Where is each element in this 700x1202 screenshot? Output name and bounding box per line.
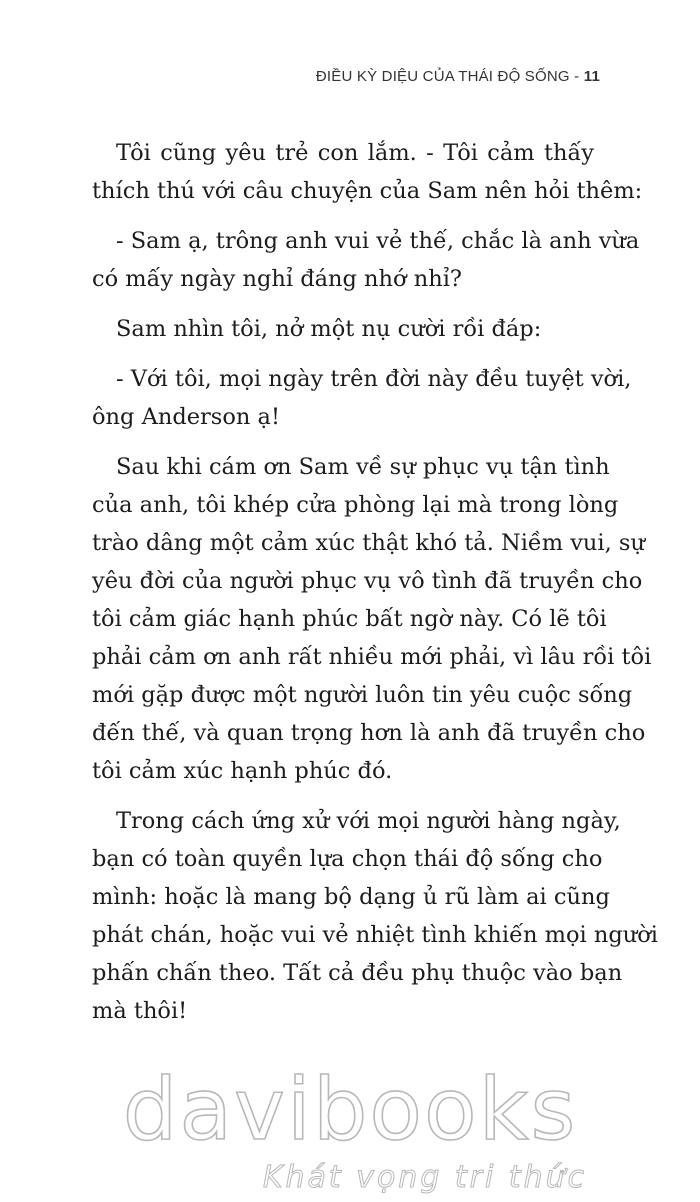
text-line: bạn có toàn quyền lựa chọn thái độ sống cho [92, 846, 603, 872]
text-line: có mấy ngày nghỉ đáng nhớ nhỉ? [92, 266, 462, 292]
text-line: của anh, tôi khép cửa phòng lại mà trong lòng [92, 492, 619, 518]
text-line: mới gặp được một người luôn tin yêu cuộc sống [92, 682, 633, 708]
text-line: Tôi cũng yêu trẻ con lắm. - Tôi cảm thấy [116, 140, 594, 166]
text-line: Sau khi cám ơn Sam về sự phục vụ tận tình [116, 454, 610, 480]
text-line: phấn chấn theo. Tất cả đều phụ thuộc vào bạn [92, 960, 623, 986]
paragraph [92, 802, 658, 1030]
paragraph [92, 360, 632, 436]
body-text [92, 134, 658, 1030]
text-line: mình: hoặc là mang bộ dạng ủ rũ làm ai cũng [92, 884, 610, 910]
text-line: trào dâng một cảm xúc thật khó tả. Niềm vui, sự [92, 530, 645, 556]
text-line: - Sam ạ, trông anh vui vẻ thế, chắc là anh vừa [116, 228, 640, 254]
text-line: - Với tôi, mọi ngày trên đời này đều tuyệt vời, [116, 366, 632, 392]
text-line: mà thôi! [92, 998, 188, 1024]
text-line: thích thú với câu chuyện của Sam nên hỏi thêm: [92, 178, 643, 204]
text-line: tôi cảm xúc hạnh phúc đó. [92, 758, 393, 784]
page-number: 11 [583, 68, 600, 85]
watermark-tagline: Khát vọng tri thức [262, 1160, 588, 1195]
paragraph [92, 448, 652, 790]
text-line: tôi cảm giác hạnh phúc bất ngờ này. Có lẽ tôi [92, 606, 607, 632]
paragraph [92, 310, 594, 348]
running-title: ĐIỀU KỲ DIỆU CỦA THÁI ĐỘ SỐNG [315, 68, 570, 85]
text-line: Sam nhìn tôi, nở một nụ cười rồi đáp: [116, 316, 542, 342]
text-line: yêu đời của người phục vụ vô tình đã truyền cho [92, 568, 643, 594]
text-line: phát chán, hoặc vui vẻ nhiệt tình khiến mọi người [92, 922, 658, 948]
paragraph [92, 134, 643, 210]
header-separator: - [574, 68, 580, 85]
text-line: phải cảm ơn anh rất nhiều mới phải, vì lâu rồi tôi [92, 644, 652, 670]
text-line: Trong cách ứng xử với mọi người hàng ngày, [116, 808, 621, 834]
running-header [300, 68, 600, 85]
watermark-brand: davibooks [122, 1060, 578, 1160]
paragraph [92, 222, 640, 298]
text-line: đến thế, và quan trọng hơn là anh đã truyền cho [92, 720, 646, 746]
text-line: ông Anderson ạ! [92, 404, 280, 430]
